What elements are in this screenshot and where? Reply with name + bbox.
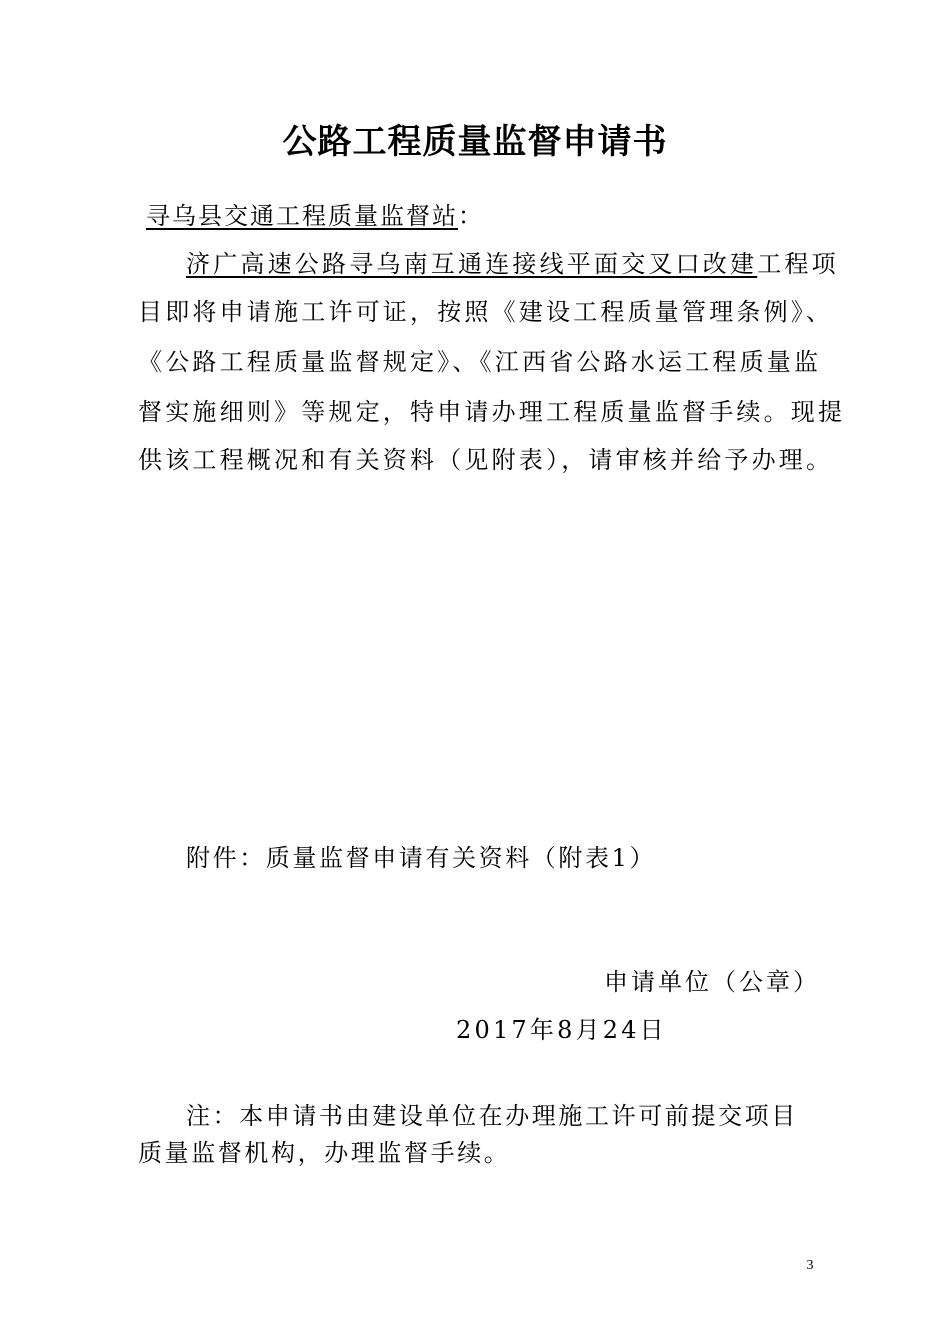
body-line-5: 供该工程概况和有关资料（见附表），请审核并给予办理。 <box>138 446 834 474</box>
footnote-line-1: 注：本申请书由建设单位在办理施工许可前提交项目 <box>186 1102 798 1130</box>
body-line-1 <box>186 248 839 280</box>
body-line-1-rest: 工程项 <box>757 250 839 278</box>
document-title: 公路工程质量监督申请书 <box>282 122 668 162</box>
application-date: 2017年8月24日 <box>456 1016 667 1044</box>
project-name: 济广高速公路寻乌南互通连接线平面交叉口改建 <box>186 250 758 278</box>
addressee-line <box>146 200 484 232</box>
body-line-3: 《公路工程质量监督规定》、《江西省公路水运工程质量监 <box>138 348 822 376</box>
page-number: 3 <box>806 1258 814 1273</box>
attachment-note: 附件：质量监督申请有关资料（附表1） <box>186 844 657 872</box>
body-line-4: 督实施细则》等规定，特申请办理工程质量监督手续。现提 <box>138 398 846 426</box>
addressee-name: 寻乌县交通工程质量监督站 <box>146 202 458 230</box>
applicant-signature: 申请单位（公章） <box>604 968 820 996</box>
footnote-line-2: 质量监督机构，办理监督手续。 <box>138 1139 511 1167</box>
body-line-2: 目即将申请施工许可证，按照《建设工程质量管理条例》、 <box>138 298 834 326</box>
addressee-colon: ： <box>458 202 484 230</box>
